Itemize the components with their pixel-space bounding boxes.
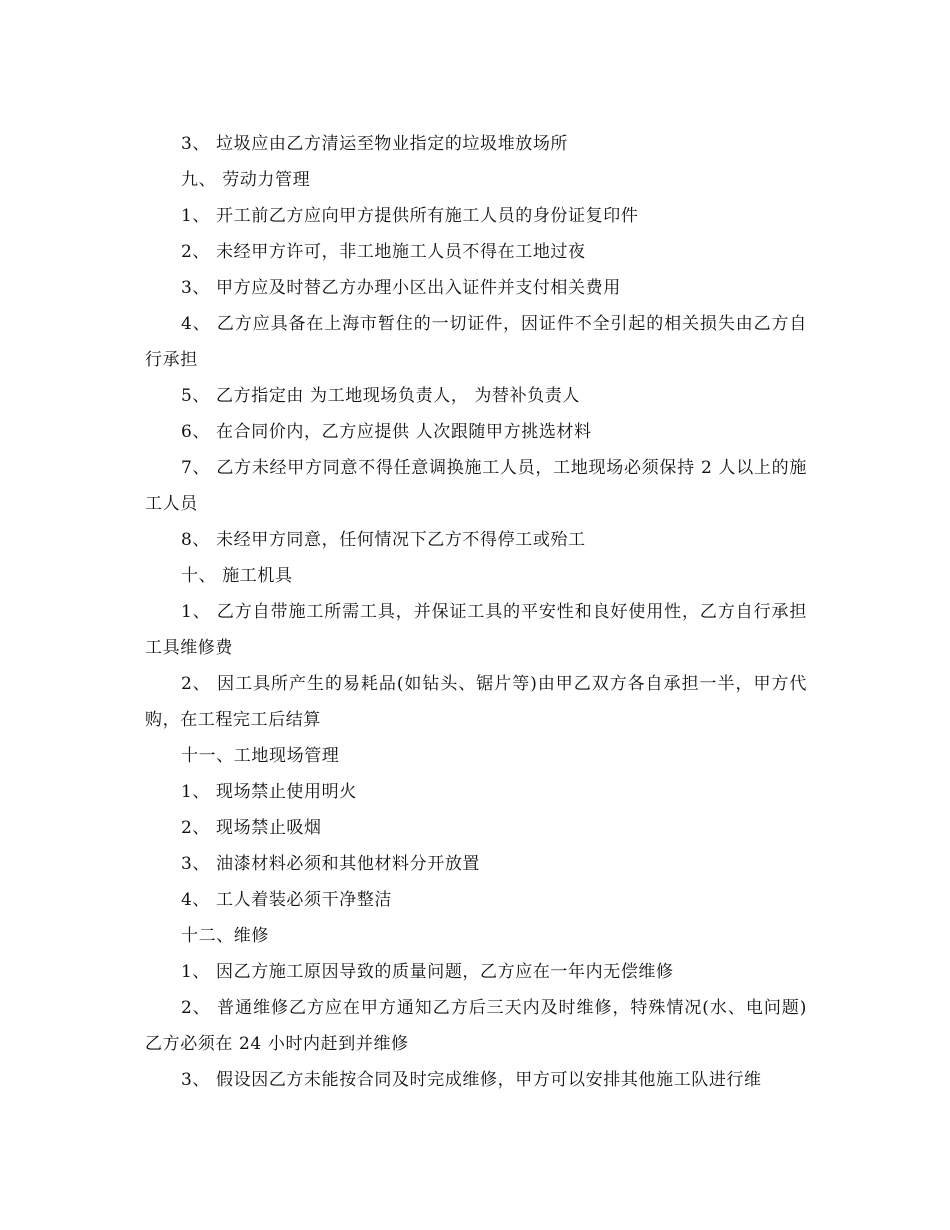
clause-worker-attire: 4、 工人着装必须干净整洁 [181, 890, 393, 910]
clause-site-supervisor: 5、 乙方指定由 为工地现场负责人， 为替补负责人 [181, 386, 581, 406]
clause-no-work-stoppage: 8、 未经甲方同意，任何情况下乙方不得停工或殆工 [181, 530, 586, 550]
section-heading-tools: 十、 施工机具 [181, 566, 293, 586]
clause-own-tools: 1、 乙方自带施工所需工具，并保证工具的平安性和良好使用性，乙方自行承担工具维修费 [145, 602, 807, 658]
clause-no-smoking: 2、 现场禁止吸烟 [181, 818, 322, 838]
clause-residence-documents: 4、 乙方应具备在上海市暂住的一切证件，因证件不全引起的相关损失由乙方自行承担 [145, 314, 807, 370]
clause-free-repair: 1、 因乙方施工原因导致的质量问题，乙方应在一年内无偿维修 [181, 962, 674, 982]
clause-no-overnight: 2、 未经甲方许可，非工地施工人员不得在工地过夜 [181, 242, 586, 262]
clause-access-pass: 3、 甲方应及时替乙方办理小区出入证件并支付相关费用 [181, 278, 621, 298]
clause-repair-timing: 2、 普通维修乙方应在甲方通知乙方后三天内及时维修，特殊情况(水、电问题)乙方必须在 24 小时内赶到并维修 [145, 998, 807, 1054]
section-heading-labor-management: 九、 劳动力管理 [181, 170, 311, 190]
section-heading-site-management: 十一、工地现场管理 [181, 746, 340, 766]
clause-consumables: 2、 因工具所产生的易耗品(如钻头、锯片等)由甲乙双方各自承担一半，甲方代购，在工程完工后结算 [145, 674, 807, 730]
clause-paint-storage: 3、 油漆材料必须和其他材料分开放置 [181, 854, 481, 874]
clause-third-party-repair: 3、 假设因乙方未能按合同及时完成维修，甲方可以安排其他施工队进行维 [181, 1070, 762, 1090]
document-body [145, 126, 807, 1098]
section-heading-maintenance: 十二、维修 [181, 926, 269, 946]
clause-no-open-flame: 1、 现场禁止使用明火 [181, 782, 357, 802]
clause-id-copies: 1、 开工前乙方应向甲方提供所有施工人员的身份证复印件 [181, 206, 639, 226]
clause-staff-changes: 7、 乙方未经甲方同意不得任意调换施工人员，工地现场必须保持 2 人以上的施工人员 [145, 458, 807, 514]
clause-garbage-removal: 3、 垃圾应由乙方清运至物业指定的垃圾堆放场所 [181, 134, 569, 154]
clause-material-selection: 6、 在合同价内，乙方应提供 人次跟随甲方挑选材料 [181, 422, 592, 442]
